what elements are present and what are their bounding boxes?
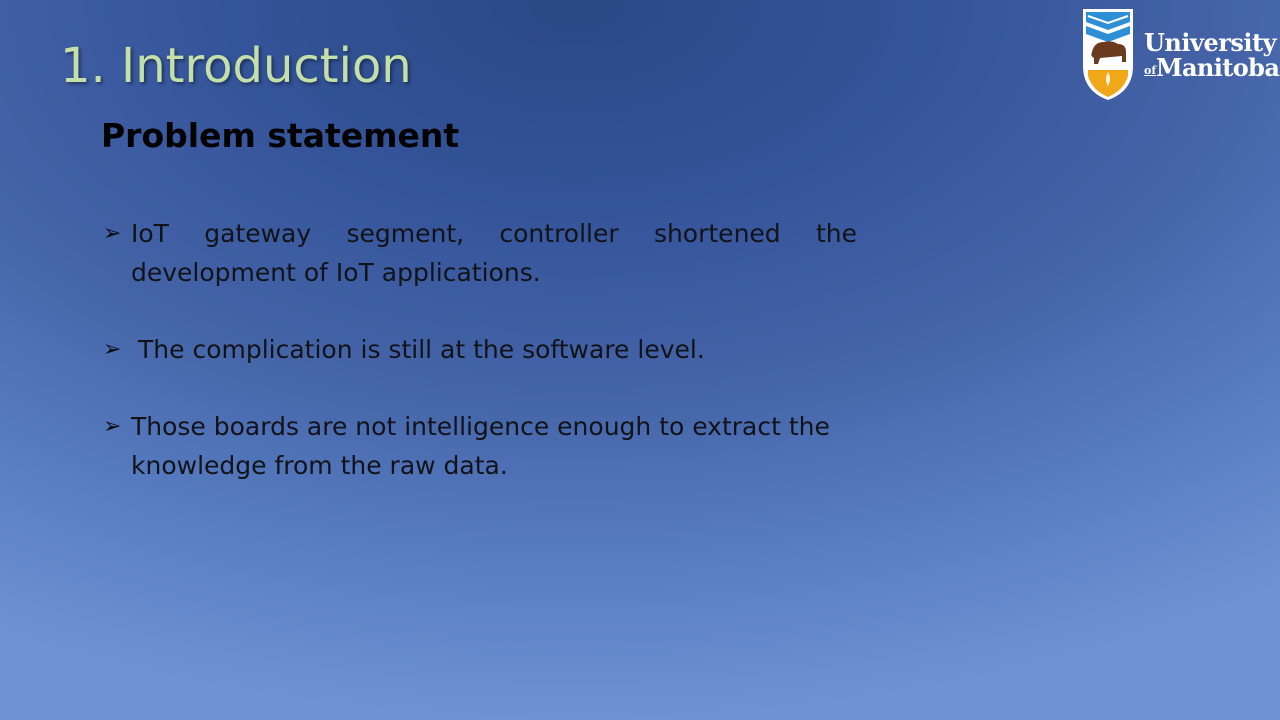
bullet-list: [101, 214, 857, 485]
arrow-bullet-icon: ➢: [103, 414, 122, 439]
bison-shield-icon: [1082, 8, 1134, 100]
logo-university-text: University: [1144, 28, 1277, 57]
university-logo: [1082, 8, 1280, 102]
bullet-text: IoT gateway segment, controller shortened the development of IoT applications.: [131, 219, 857, 287]
slide-title: 1. Introduction: [60, 38, 412, 94]
bullet-item: [101, 330, 857, 369]
bullet-item: [101, 214, 857, 292]
bullet-text: The complication is still at the software level.: [138, 335, 705, 364]
bullet-item: [101, 407, 857, 485]
logo-of-text: of: [1144, 64, 1157, 77]
arrow-bullet-icon: ➢: [103, 337, 122, 362]
bullet-text: Those boards are not intelligence enough to extract the knowledge from the raw data.: [131, 412, 830, 480]
arrow-bullet-icon: ➢: [103, 221, 122, 246]
logo-manitoba-text: Manitoba: [1156, 53, 1280, 82]
slide-subtitle: Problem statement: [101, 116, 460, 155]
